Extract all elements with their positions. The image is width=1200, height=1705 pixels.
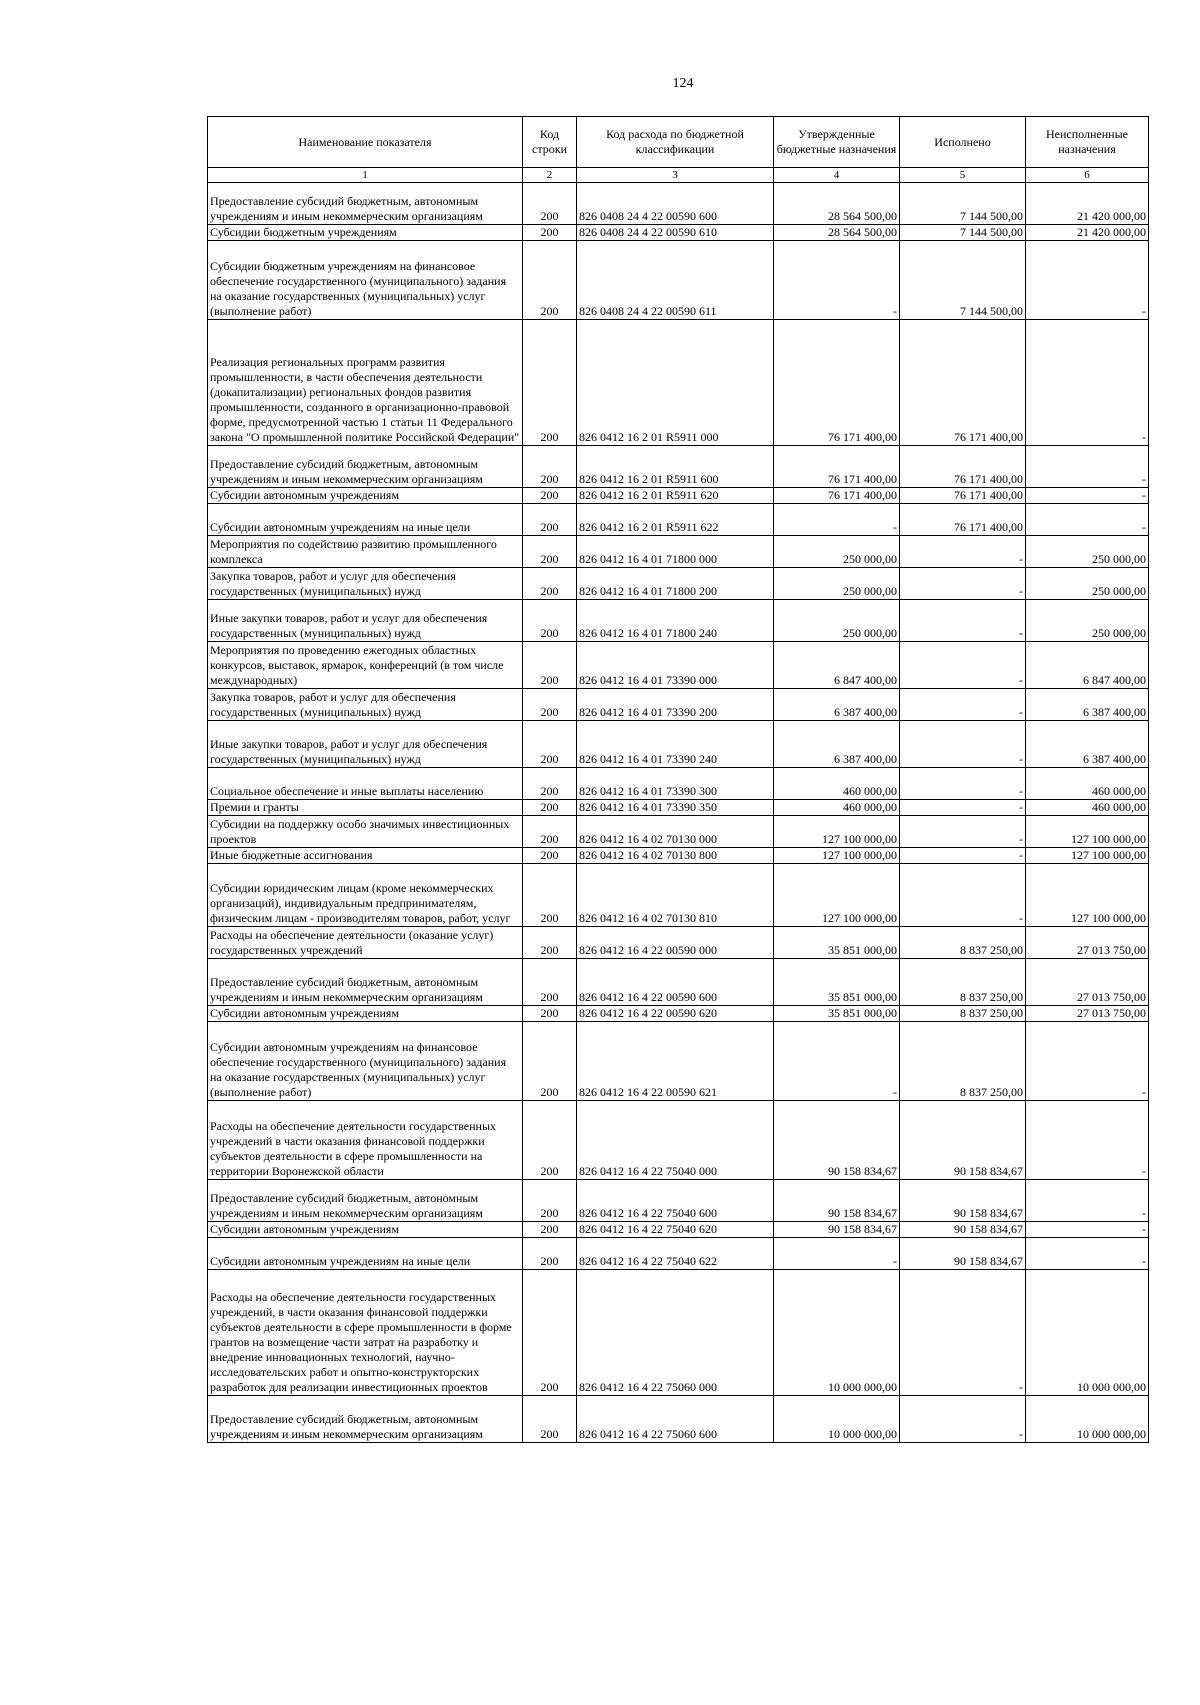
- indicator-name-cell: Мероприятия по проведению ежегодных областных конкурсов, выставок, ярмарок, конференций (в том числе международных): [208, 642, 523, 689]
- expense-code-cell: 826 0412 16 4 01 71800 240: [577, 600, 774, 642]
- unexecuted-amount-cell: 6 387 400,00: [1026, 721, 1149, 768]
- line-code-cell: 200: [523, 721, 577, 768]
- executed-amount-cell: -: [900, 816, 1026, 848]
- indicator-name-cell: Субсидии автономным учреждениям: [208, 1222, 523, 1238]
- indicator-name-cell: Расходы на обеспечение деятельности (оказание услуг) государственных учреждений: [208, 927, 523, 959]
- unexecuted-amount-cell: 127 100 000,00: [1026, 848, 1149, 864]
- unexecuted-amount-cell: -: [1026, 446, 1149, 488]
- unexecuted-amount-cell: -: [1026, 241, 1149, 320]
- executed-amount-cell: 90 158 834,67: [900, 1222, 1026, 1238]
- expense-code-cell: 826 0412 16 2 01 R5911 000: [577, 320, 774, 446]
- unexecuted-amount-cell: -: [1026, 1101, 1149, 1180]
- unexecuted-amount-cell: 460 000,00: [1026, 800, 1149, 816]
- expense-code-cell: 826 0412 16 4 01 73390 200: [577, 689, 774, 721]
- expense-code-cell: 826 0412 16 4 01 73390 240: [577, 721, 774, 768]
- expense-code-cell: 826 0412 16 4 22 75040 620: [577, 1222, 774, 1238]
- table-row: [208, 1022, 1149, 1101]
- line-code-cell: 200: [523, 225, 577, 241]
- line-code-cell: 200: [523, 568, 577, 600]
- approved-amount-cell: 35 851 000,00: [774, 1006, 900, 1022]
- executed-amount-cell: -: [900, 800, 1026, 816]
- column-number: 2: [523, 168, 577, 183]
- line-code-cell: 200: [523, 1180, 577, 1222]
- approved-amount-cell: 460 000,00: [774, 800, 900, 816]
- indicator-name-cell: Субсидии автономным учреждениям: [208, 488, 523, 504]
- approved-amount-cell: 6 387 400,00: [774, 689, 900, 721]
- executed-amount-cell: 76 171 400,00: [900, 446, 1026, 488]
- indicator-name-cell: Реализация региональных программ развития промышленности, в части обеспечения деятельности (докапитализации) региональных фондов развития промышленности, созданного в организационно-правовой форме, предусмотренной частью 1 статьи 11 Федерального закона "О промышленной политике Российской Федерации": [208, 320, 523, 446]
- line-code-cell: 200: [523, 1270, 577, 1396]
- indicator-name-cell: Социальное обеспечение и иные выплаты населению: [208, 768, 523, 800]
- indicator-name-cell: Субсидии автономным учреждениям на финансовое обеспечение государственного (муниципального) задания на оказание государственных (муниципальных) услуг (выполнение работ): [208, 1022, 523, 1101]
- header-executed: Исполнено: [900, 117, 1026, 168]
- indicator-name-cell: Расходы на обеспечение деятельности государственных учреждений, в части оказания финансовой поддержки субъектов деятельности в сфере промышленности в форме грантов на возмещение части затрат на разработку и внедрение инновационных технологий, научно-исследовательских работ и опытно-конструкторских разработок для реализации инвестиционных проектов: [208, 1270, 523, 1396]
- executed-amount-cell: -: [900, 642, 1026, 689]
- unexecuted-amount-cell: -: [1026, 1022, 1149, 1101]
- expense-code-cell: 826 0412 16 4 22 00590 000: [577, 927, 774, 959]
- unexecuted-amount-cell: 6 387 400,00: [1026, 689, 1149, 721]
- column-number: 6: [1026, 168, 1149, 183]
- line-code-cell: 200: [523, 848, 577, 864]
- executed-amount-cell: -: [900, 600, 1026, 642]
- indicator-name-cell: Иные закупки товаров, работ и услуг для обеспечения государственных (муниципальных) нужд: [208, 600, 523, 642]
- expense-code-cell: 826 0408 24 4 22 00590 610: [577, 225, 774, 241]
- table-row: [208, 689, 1149, 721]
- indicator-name-cell: Премии и гранты: [208, 800, 523, 816]
- table-row: [208, 848, 1149, 864]
- unexecuted-amount-cell: 6 847 400,00: [1026, 642, 1149, 689]
- indicator-name-cell: Субсидии бюджетным учреждениям на финансовое обеспечение государственного (муниципального) задания на оказание государственных (муниципальных) услуг (выполнение работ): [208, 241, 523, 320]
- table-row: [208, 568, 1149, 600]
- line-code-cell: 200: [523, 800, 577, 816]
- line-code-cell: 200: [523, 642, 577, 689]
- expense-code-cell: 826 0412 16 4 01 73390 350: [577, 800, 774, 816]
- table-row: [208, 504, 1149, 536]
- expense-code-cell: 826 0408 24 4 22 00590 600: [577, 183, 774, 225]
- executed-amount-cell: -: [900, 536, 1026, 568]
- expense-code-cell: 826 0412 16 4 22 00590 620: [577, 1006, 774, 1022]
- line-code-cell: 200: [523, 1006, 577, 1022]
- table-row: [208, 768, 1149, 800]
- page-number: 124: [672, 76, 694, 91]
- executed-amount-cell: 76 171 400,00: [900, 320, 1026, 446]
- indicator-name-cell: Иные бюджетные ассигнования: [208, 848, 523, 864]
- expense-code-cell: 826 0412 16 2 01 R5911 622: [577, 504, 774, 536]
- table-row: [208, 600, 1149, 642]
- indicator-name-cell: Субсидии бюджетным учреждениям: [208, 225, 523, 241]
- table-row: [208, 864, 1149, 927]
- executed-amount-cell: -: [900, 689, 1026, 721]
- expense-code-cell: 826 0412 16 4 22 00590 600: [577, 959, 774, 1006]
- table-row: [208, 1238, 1149, 1270]
- unexecuted-amount-cell: -: [1026, 504, 1149, 536]
- table-row: [208, 241, 1149, 320]
- expense-code-cell: 826 0412 16 4 22 75060 600: [577, 1396, 774, 1443]
- approved-amount-cell: 10 000 000,00: [774, 1396, 900, 1443]
- approved-amount-cell: 460 000,00: [774, 768, 900, 800]
- column-number: 4: [774, 168, 900, 183]
- executed-amount-cell: 90 158 834,67: [900, 1101, 1026, 1180]
- line-code-cell: 200: [523, 768, 577, 800]
- expense-code-cell: 826 0412 16 4 02 70130 000: [577, 816, 774, 848]
- unexecuted-amount-cell: -: [1026, 1238, 1149, 1270]
- line-code-cell: 200: [523, 927, 577, 959]
- unexecuted-amount-cell: 460 000,00: [1026, 768, 1149, 800]
- approved-amount-cell: 10 000 000,00: [774, 1270, 900, 1396]
- column-number: 3: [577, 168, 774, 183]
- column-number-row: [208, 168, 1149, 183]
- indicator-name-cell: Расходы на обеспечение деятельности государственных учреждений в части оказания финансовой поддержки субъектов деятельности в сфере промышленности на территории Воронежской области: [208, 1101, 523, 1180]
- table-row: [208, 1270, 1149, 1396]
- expense-code-cell: 826 0412 16 4 22 75040 622: [577, 1238, 774, 1270]
- indicator-name-cell: Предоставление субсидий бюджетным, автономным учреждениям и иным некоммерческим организациям: [208, 1396, 523, 1443]
- table-row: [208, 721, 1149, 768]
- indicator-name-cell: Иные закупки товаров, работ и услуг для обеспечения государственных (муниципальных) нужд: [208, 721, 523, 768]
- approved-amount-cell: 90 158 834,67: [774, 1101, 900, 1180]
- expense-code-cell: 826 0412 16 4 01 73390 000: [577, 642, 774, 689]
- line-code-cell: 200: [523, 600, 577, 642]
- budget-execution-table: [207, 116, 1149, 1443]
- approved-amount-cell: 250 000,00: [774, 600, 900, 642]
- executed-amount-cell: 8 837 250,00: [900, 959, 1026, 1006]
- column-number: 1: [208, 168, 523, 183]
- line-code-cell: 200: [523, 320, 577, 446]
- expense-code-cell: 826 0412 16 4 02 70130 810: [577, 864, 774, 927]
- line-code-cell: 200: [523, 864, 577, 927]
- approved-amount-cell: 28 564 500,00: [774, 183, 900, 225]
- expense-code-cell: 826 0412 16 4 22 75060 000: [577, 1270, 774, 1396]
- line-code-cell: 200: [523, 689, 577, 721]
- indicator-name-cell: Субсидии на поддержку особо значимых инвестиционных проектов: [208, 816, 523, 848]
- executed-amount-cell: 90 158 834,67: [900, 1238, 1026, 1270]
- indicator-name-cell: Предоставление субсидий бюджетным, автономным учреждениям и иным некоммерческим организациям: [208, 1180, 523, 1222]
- executed-amount-cell: 8 837 250,00: [900, 1022, 1026, 1101]
- line-code-cell: 200: [523, 1396, 577, 1443]
- unexecuted-amount-cell: 127 100 000,00: [1026, 864, 1149, 927]
- expense-code-cell: 826 0412 16 2 01 R5911 600: [577, 446, 774, 488]
- line-code-cell: 200: [523, 1022, 577, 1101]
- approved-amount-cell: 127 100 000,00: [774, 864, 900, 927]
- unexecuted-amount-cell: 27 013 750,00: [1026, 1006, 1149, 1022]
- executed-amount-cell: 76 171 400,00: [900, 504, 1026, 536]
- executed-amount-cell: -: [900, 1270, 1026, 1396]
- unexecuted-amount-cell: 27 013 750,00: [1026, 927, 1149, 959]
- approved-amount-cell: 250 000,00: [774, 568, 900, 600]
- table-body: [208, 183, 1149, 1443]
- approved-amount-cell: -: [774, 241, 900, 320]
- indicator-name-cell: Предоставление субсидий бюджетным, автономным учреждениям и иным некоммерческим организациям: [208, 446, 523, 488]
- expense-code-cell: 826 0412 16 4 22 75040 000: [577, 1101, 774, 1180]
- header-approved: Утвержденные бюджетные назначения: [774, 117, 900, 168]
- expense-code-cell: 826 0412 16 4 22 00590 621: [577, 1022, 774, 1101]
- expense-code-cell: 826 0412 16 4 01 71800 200: [577, 568, 774, 600]
- executed-amount-cell: 8 837 250,00: [900, 1006, 1026, 1022]
- unexecuted-amount-cell: -: [1026, 320, 1149, 446]
- executed-amount-cell: 76 171 400,00: [900, 488, 1026, 504]
- column-number: 5: [900, 168, 1026, 183]
- executed-amount-cell: -: [900, 721, 1026, 768]
- executed-amount-cell: 7 144 500,00: [900, 241, 1026, 320]
- approved-amount-cell: 127 100 000,00: [774, 848, 900, 864]
- table-row: [208, 1396, 1149, 1443]
- approved-amount-cell: 90 158 834,67: [774, 1180, 900, 1222]
- approved-amount-cell: -: [774, 1022, 900, 1101]
- approved-amount-cell: 35 851 000,00: [774, 959, 900, 1006]
- executed-amount-cell: -: [900, 848, 1026, 864]
- table-row: [208, 488, 1149, 504]
- executed-amount-cell: 90 158 834,67: [900, 1180, 1026, 1222]
- header-expense-code: Код расхода по бюджетной классификации: [577, 117, 774, 168]
- line-code-cell: 200: [523, 816, 577, 848]
- indicator-name-cell: Предоставление субсидий бюджетным, автономным учреждениям и иным некоммерческим организациям: [208, 183, 523, 225]
- approved-amount-cell: 127 100 000,00: [774, 816, 900, 848]
- unexecuted-amount-cell: -: [1026, 488, 1149, 504]
- unexecuted-amount-cell: -: [1026, 1180, 1149, 1222]
- executed-amount-cell: 7 144 500,00: [900, 183, 1026, 225]
- unexecuted-amount-cell: 250 000,00: [1026, 568, 1149, 600]
- approved-amount-cell: 76 171 400,00: [774, 320, 900, 446]
- approved-amount-cell: 76 171 400,00: [774, 488, 900, 504]
- indicator-name-cell: Субсидии автономным учреждениям на иные цели: [208, 504, 523, 536]
- indicator-name-cell: Закупка товаров, работ и услуг для обеспечения государственных (муниципальных) нужд: [208, 689, 523, 721]
- expense-code-cell: 826 0408 24 4 22 00590 611: [577, 241, 774, 320]
- unexecuted-amount-cell: 21 420 000,00: [1026, 225, 1149, 241]
- approved-amount-cell: -: [774, 1238, 900, 1270]
- executed-amount-cell: -: [900, 864, 1026, 927]
- expense-code-cell: 826 0412 16 4 22 75040 600: [577, 1180, 774, 1222]
- line-code-cell: 200: [523, 959, 577, 1006]
- line-code-cell: 200: [523, 183, 577, 225]
- executed-amount-cell: -: [900, 1396, 1026, 1443]
- indicator-name-cell: Мероприятия по содействию развитию промышленного комплекса: [208, 536, 523, 568]
- approved-amount-cell: 35 851 000,00: [774, 927, 900, 959]
- unexecuted-amount-cell: 10 000 000,00: [1026, 1270, 1149, 1396]
- line-code-cell: 200: [523, 1222, 577, 1238]
- line-code-cell: 200: [523, 504, 577, 536]
- header-indicator-name: Наименование показателя: [208, 117, 523, 168]
- unexecuted-amount-cell: 21 420 000,00: [1026, 183, 1149, 225]
- table-header-row: [208, 117, 1149, 168]
- table-row: [208, 1006, 1149, 1022]
- line-code-cell: 200: [523, 241, 577, 320]
- unexecuted-amount-cell: 10 000 000,00: [1026, 1396, 1149, 1443]
- table-row: [208, 959, 1149, 1006]
- approved-amount-cell: 6 847 400,00: [774, 642, 900, 689]
- approved-amount-cell: -: [774, 504, 900, 536]
- table-row: [208, 927, 1149, 959]
- table-row: [208, 642, 1149, 689]
- line-code-cell: 200: [523, 1238, 577, 1270]
- table-row: [208, 446, 1149, 488]
- unexecuted-amount-cell: 250 000,00: [1026, 600, 1149, 642]
- header-line-code: Код строки: [523, 117, 577, 168]
- unexecuted-amount-cell: -: [1026, 1222, 1149, 1238]
- expense-code-cell: 826 0412 16 4 01 73390 300: [577, 768, 774, 800]
- unexecuted-amount-cell: 27 013 750,00: [1026, 959, 1149, 1006]
- indicator-name-cell: Закупка товаров, работ и услуг для обеспечения государственных (муниципальных) нужд: [208, 568, 523, 600]
- approved-amount-cell: 76 171 400,00: [774, 446, 900, 488]
- table-row: [208, 1101, 1149, 1180]
- expense-code-cell: 826 0412 16 4 01 71800 000: [577, 536, 774, 568]
- table-row: [208, 800, 1149, 816]
- table-row: [208, 183, 1149, 225]
- line-code-cell: 200: [523, 446, 577, 488]
- table-row: [208, 320, 1149, 446]
- table-row: [208, 816, 1149, 848]
- line-code-cell: 200: [523, 488, 577, 504]
- table-row: [208, 1180, 1149, 1222]
- indicator-name-cell: Предоставление субсидий бюджетным, автономным учреждениям и иным некоммерческим организациям: [208, 959, 523, 1006]
- expense-code-cell: 826 0412 16 2 01 R5911 620: [577, 488, 774, 504]
- table-row: [208, 536, 1149, 568]
- unexecuted-amount-cell: 127 100 000,00: [1026, 816, 1149, 848]
- executed-amount-cell: -: [900, 768, 1026, 800]
- executed-amount-cell: 8 837 250,00: [900, 927, 1026, 959]
- table-row: [208, 225, 1149, 241]
- approved-amount-cell: 90 158 834,67: [774, 1222, 900, 1238]
- approved-amount-cell: 6 387 400,00: [774, 721, 900, 768]
- expense-code-cell: 826 0412 16 4 02 70130 800: [577, 848, 774, 864]
- unexecuted-amount-cell: 250 000,00: [1026, 536, 1149, 568]
- line-code-cell: 200: [523, 1101, 577, 1180]
- indicator-name-cell: Субсидии автономным учреждениям на иные цели: [208, 1238, 523, 1270]
- indicator-name-cell: Субсидии автономным учреждениям: [208, 1006, 523, 1022]
- approved-amount-cell: 250 000,00: [774, 536, 900, 568]
- executed-amount-cell: 7 144 500,00: [900, 225, 1026, 241]
- line-code-cell: 200: [523, 536, 577, 568]
- indicator-name-cell: Субсидии юридическим лицам (кроме некоммерческих организаций), индивидуальным предпринимателям, физическим лицам - производителям товаров, работ, услуг: [208, 864, 523, 927]
- executed-amount-cell: -: [900, 568, 1026, 600]
- header-unexecuted: Неисполненные назначения: [1026, 117, 1149, 168]
- approved-amount-cell: 28 564 500,00: [774, 225, 900, 241]
- table-row: [208, 1222, 1149, 1238]
